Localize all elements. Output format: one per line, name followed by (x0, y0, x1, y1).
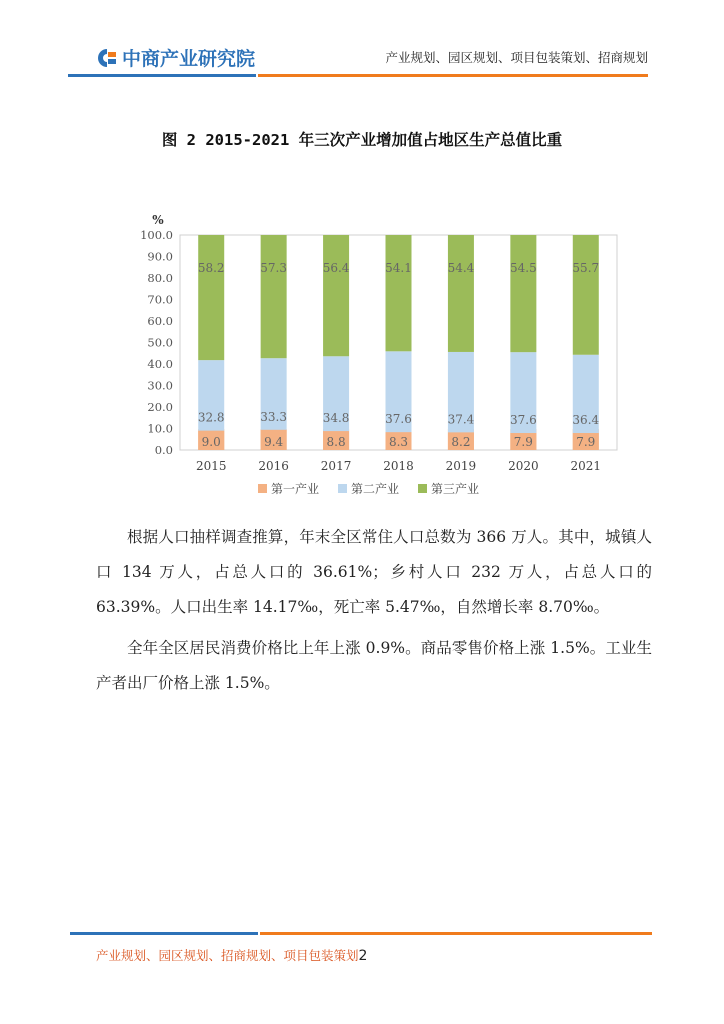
logo (96, 44, 255, 71)
header-tagline: 产业规划、园区规划、项目包装策划、招商规划 (385, 50, 648, 65)
data-label: 54.1 (385, 261, 412, 275)
bar-segment (323, 235, 349, 356)
page-header (0, 0, 724, 80)
data-label: 54.4 (447, 261, 475, 275)
x-tick-label: 2015 (195, 459, 227, 473)
x-tick-label: 2018 (383, 459, 414, 473)
stacked-bar-chart (130, 205, 630, 505)
page-number: 2 (358, 948, 368, 964)
data-label: 9.4 (264, 435, 284, 449)
data-label: 37.4 (447, 412, 475, 427)
y-tick-label: 80.0 (147, 271, 173, 285)
data-label: 9.0 (201, 435, 221, 449)
legend-label: 第三产业 (431, 482, 480, 496)
x-tick-label: 2021 (570, 459, 602, 473)
y-tick-label: 90.0 (147, 249, 173, 264)
data-label: 7.9 (513, 435, 533, 449)
x-tick-label: 2017 (320, 459, 352, 473)
footer-rule-blue (70, 932, 258, 935)
bar-segment (510, 235, 536, 352)
paragraph-2 (96, 631, 652, 701)
data-label: 7.9 (576, 435, 596, 449)
footer-rule-orange (260, 932, 652, 935)
data-label: 33.3 (260, 409, 288, 424)
y-tick-label: 40.0 (147, 357, 173, 371)
y-tick-label: 100.0 (140, 228, 173, 242)
bar-segment (448, 235, 474, 352)
y-tick-label: 50.0 (147, 335, 173, 350)
bar-segment (198, 235, 224, 360)
logo-icon (96, 47, 118, 69)
data-label: 8.3 (388, 435, 409, 449)
data-label: 37.6 (385, 412, 412, 427)
paragraph-1-text: 根据人口抽样调查推算，年末全区常住人口总数为 366 万人。其中，城镇人口 134 万人，占总人口的 36.61%；乡村人口 232 万人，占总人口的 63.39%。人口出生率 14.17‰，死亡率 5.47‰，自然增长率 8.70‰。 (96, 528, 652, 616)
x-tick-label: 2020 (508, 459, 539, 473)
legend-swatch (418, 484, 427, 493)
data-label: 54.5 (509, 261, 537, 275)
paragraph-2-text: 全年全区居民消费价格比上年上涨 0.9%。商品零售价格上涨 1.5%。工业生产者出厂价格上涨 1.5%。 (96, 639, 652, 692)
data-label: 8.8 (326, 435, 346, 449)
data-label: 56.4 (322, 261, 350, 275)
x-tick-label: 2019 (445, 459, 477, 473)
paragraph-1 (96, 520, 652, 625)
y-unit-label: % (152, 213, 164, 227)
data-label: 37.6 (509, 413, 537, 428)
bar-segment (261, 235, 287, 358)
legend-label: 第一产业 (271, 482, 320, 496)
data-label: 8.2 (451, 435, 471, 449)
legend-swatch (338, 484, 347, 493)
header-rule-blue (68, 74, 256, 77)
data-label: 32.8 (197, 410, 225, 425)
footer (96, 946, 367, 964)
bar-segment (386, 235, 412, 351)
y-tick-label: 60.0 (147, 314, 173, 328)
y-tick-label: 20.0 (147, 400, 173, 414)
data-label: 57.3 (260, 261, 288, 275)
y-tick-label: 30.0 (147, 378, 173, 393)
data-label: 55.7 (572, 261, 600, 275)
bar-segment (573, 235, 599, 355)
data-label: 36.4 (572, 413, 600, 428)
footer-text: 产业规划、园区规划、招商规划、项目包装策划 (96, 948, 359, 963)
y-tick-label: 70.0 (147, 292, 173, 307)
figure-title: 图 2 2015-2021 年三次产业增加值占地区生产总值比重 (161, 131, 563, 149)
data-label: 58.2 (197, 261, 225, 275)
x-tick-label: 2016 (258, 459, 289, 473)
legend-swatch (258, 484, 267, 493)
y-tick-label: 10.0 (147, 421, 173, 436)
y-tick-label: 0.0 (154, 443, 173, 457)
header-rule-orange (258, 74, 648, 77)
logo-text: 中商产业研究院 (122, 48, 256, 70)
data-label: 34.8 (322, 411, 350, 426)
legend-label: 第二产业 (351, 482, 400, 496)
